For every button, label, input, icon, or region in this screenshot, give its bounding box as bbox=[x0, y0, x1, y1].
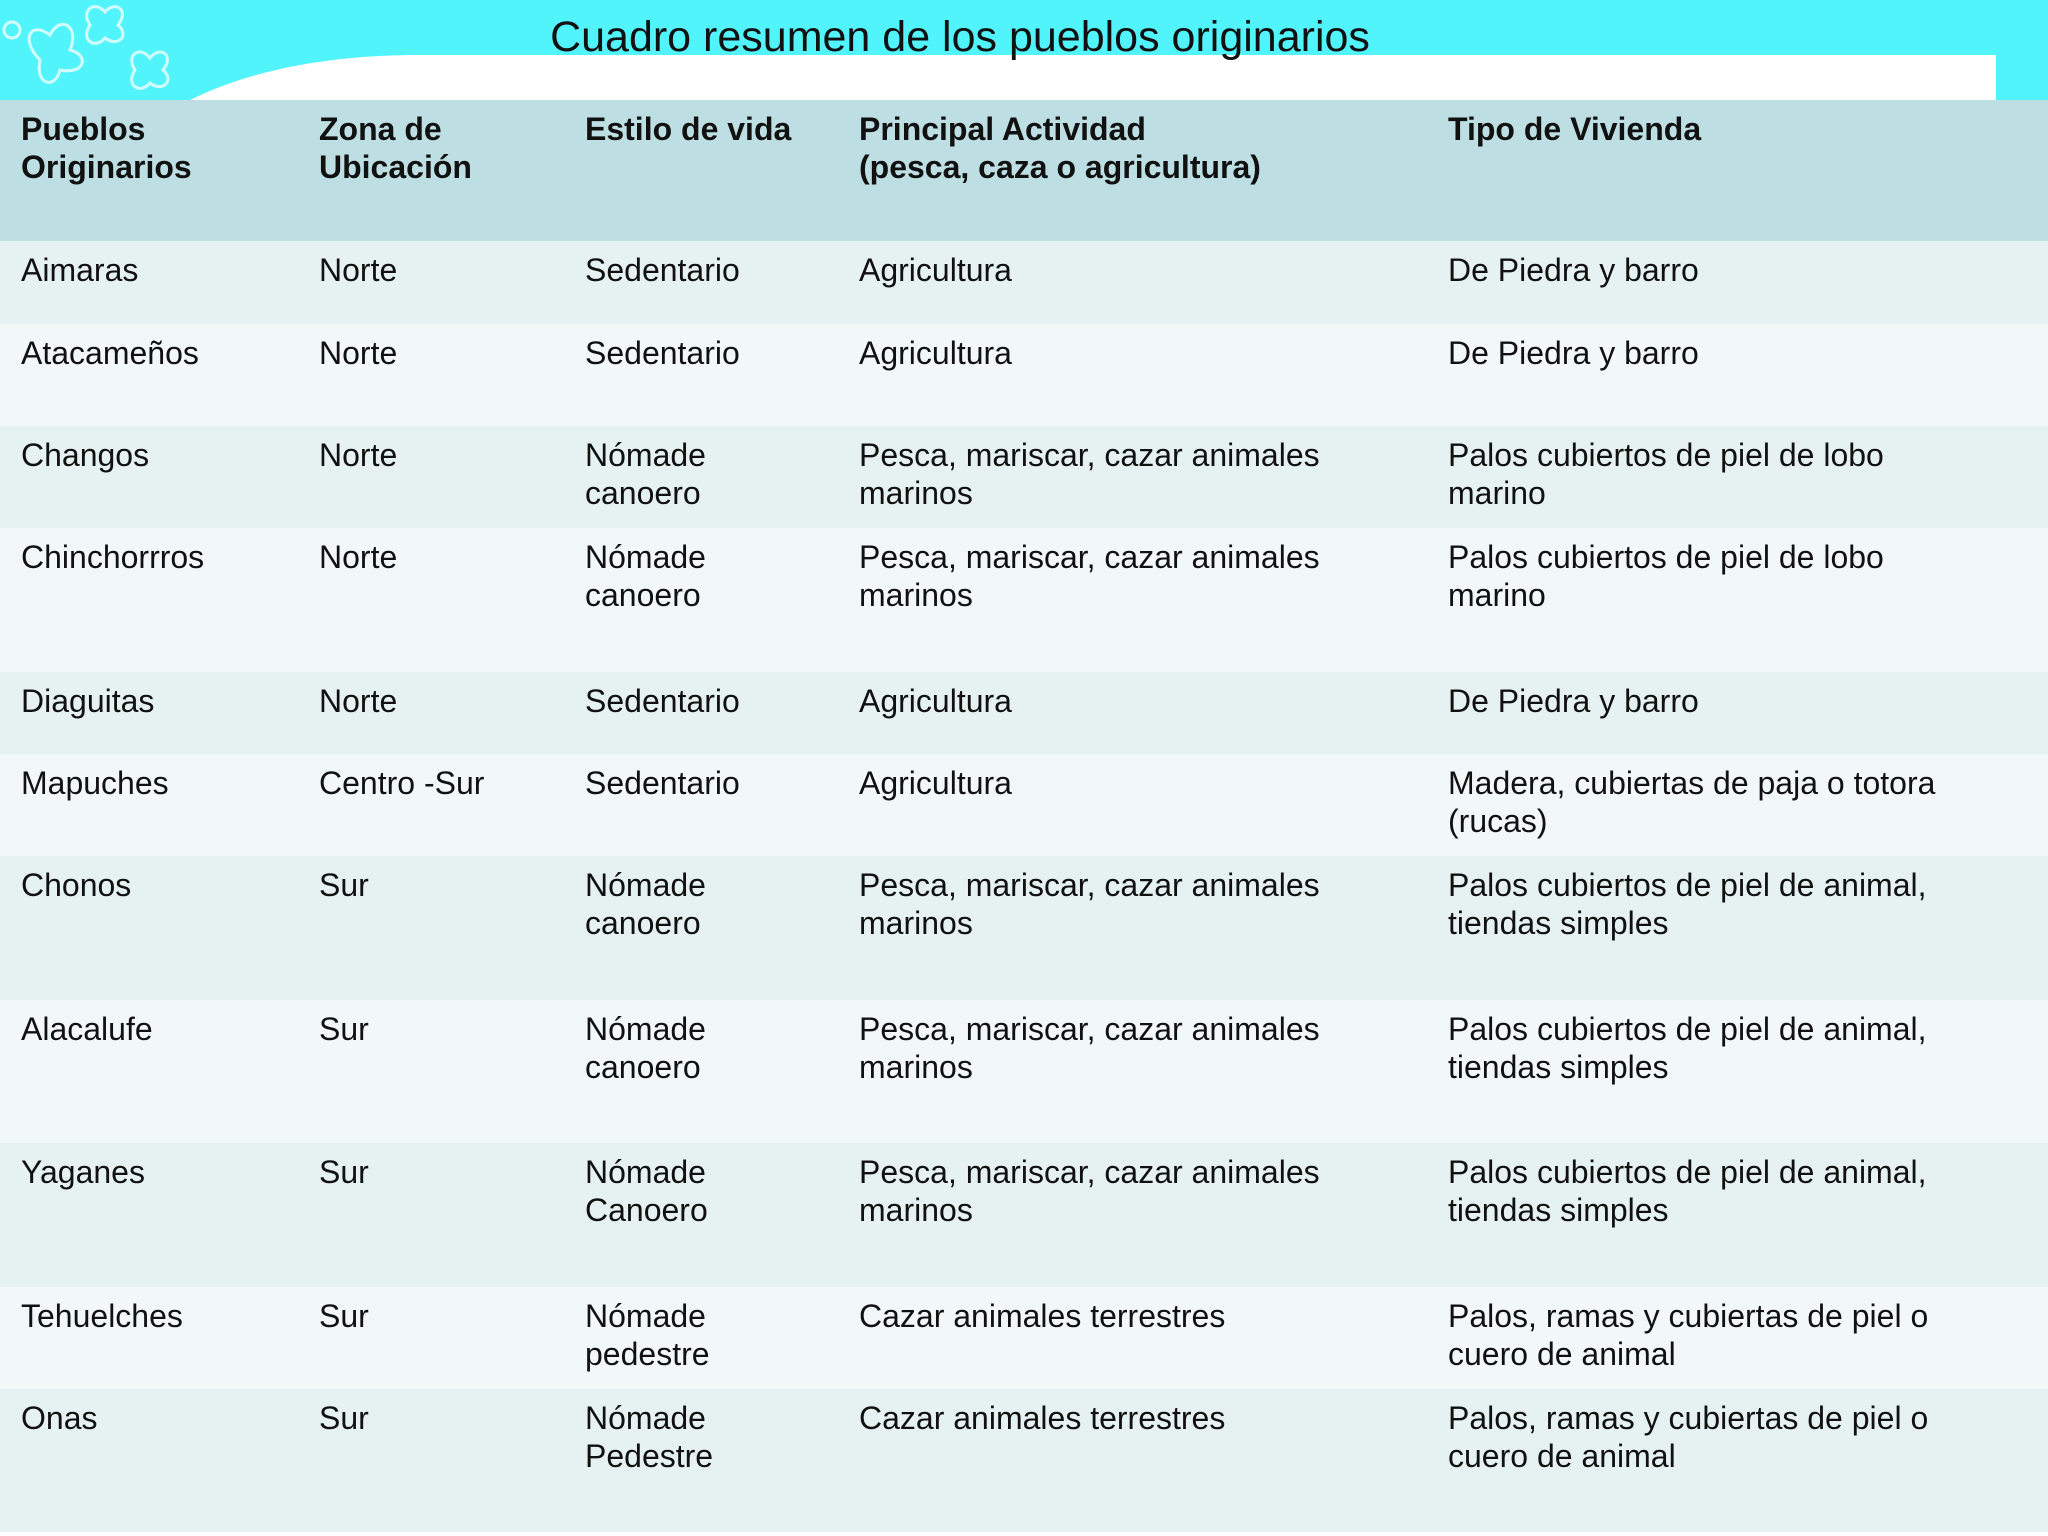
cell-pueblo: Alacalufe bbox=[0, 1000, 298, 1143]
table-row bbox=[0, 241, 2048, 324]
cell-estilo: Nómade canoero bbox=[564, 528, 838, 672]
cell-vivienda: De Piedra y barro bbox=[1427, 324, 2048, 426]
cell-zona: Sur bbox=[298, 1143, 564, 1287]
header-zona-de-ubicacion: Zona de Ubicación bbox=[298, 100, 564, 241]
cell-pueblo: Aimaras bbox=[0, 241, 298, 324]
cell-pueblo: Chinchorrros bbox=[0, 528, 298, 672]
cell-vivienda: Palos cubiertos de piel de lobo marino bbox=[1427, 426, 2048, 528]
cell-pueblo: Chonos bbox=[0, 856, 298, 1000]
cell-actividad: Pesca, mariscar, cazar animales marinos bbox=[838, 426, 1427, 528]
cell-zona: Centro -Sur bbox=[298, 754, 564, 856]
header-estilo-de-vida: Estilo de vida bbox=[564, 100, 838, 241]
summary-table bbox=[0, 100, 2048, 1532]
cell-pueblo: Changos bbox=[0, 426, 298, 528]
cell-zona: Norte bbox=[298, 528, 564, 672]
header-pueblos-originarios: Pueblos Originarios bbox=[0, 100, 298, 241]
cell-actividad: Pesca, mariscar, cazar animales marinos bbox=[838, 1143, 1427, 1287]
table-row bbox=[0, 856, 2048, 1000]
header-tipo-de-vivienda: Tipo de Vivienda bbox=[1427, 100, 2048, 241]
table-row bbox=[0, 1143, 2048, 1287]
cell-zona: Sur bbox=[298, 1389, 564, 1532]
cell-estilo: Nómade pedestre bbox=[564, 1287, 838, 1389]
table-row bbox=[0, 1000, 2048, 1143]
cell-zona: Norte bbox=[298, 426, 564, 528]
cell-vivienda: Palos cubiertos de piel de animal, tiendas simples bbox=[1427, 1000, 2048, 1143]
cell-pueblo: Yaganes bbox=[0, 1143, 298, 1287]
cell-zona: Norte bbox=[298, 324, 564, 426]
cell-vivienda: Madera, cubiertas de paja o totora (rucas) bbox=[1427, 754, 2048, 856]
cell-pueblo: Mapuches bbox=[0, 754, 298, 856]
cell-estilo: Sedentario bbox=[564, 241, 838, 324]
cell-vivienda: Palos, ramas y cubiertas de piel o cuero de animal bbox=[1427, 1287, 2048, 1389]
cell-zona: Sur bbox=[298, 1000, 564, 1143]
cell-estilo: Nómade canoero bbox=[564, 1000, 838, 1143]
header-principal-actividad: Principal Actividad (pesca, caza o agricultura) bbox=[838, 100, 1427, 241]
cell-actividad: Cazar animales terrestres bbox=[838, 1389, 1427, 1532]
cell-pueblo: Diaguitas bbox=[0, 672, 298, 754]
cell-actividad: Agricultura bbox=[838, 241, 1427, 324]
cell-actividad: Agricultura bbox=[838, 754, 1427, 856]
cell-estilo: Nómade canoero bbox=[564, 426, 838, 528]
cell-zona: Sur bbox=[298, 1287, 564, 1389]
table-row bbox=[0, 754, 2048, 856]
cell-vivienda: De Piedra y barro bbox=[1427, 241, 2048, 324]
table-row bbox=[0, 324, 2048, 426]
table-header-row bbox=[0, 100, 2048, 241]
cell-zona: Sur bbox=[298, 856, 564, 1000]
cell-actividad: Agricultura bbox=[838, 324, 1427, 426]
cell-actividad: Pesca, mariscar, cazar animales marinos bbox=[838, 1000, 1427, 1143]
cell-actividad: Pesca, mariscar, cazar animales marinos bbox=[838, 528, 1427, 672]
cell-estilo: Nómade canoero bbox=[564, 856, 838, 1000]
page-title: Cuadro resumen de los pueblos originarios bbox=[550, 13, 1370, 61]
cell-estilo: Sedentario bbox=[564, 754, 838, 856]
cell-zona: Norte bbox=[298, 241, 564, 324]
cell-pueblo: Atacameños bbox=[0, 324, 298, 426]
cell-pueblo: Onas bbox=[0, 1389, 298, 1532]
cell-estilo: Sedentario bbox=[564, 672, 838, 754]
cell-actividad: Pesca, mariscar, cazar animales marinos bbox=[838, 856, 1427, 1000]
cell-vivienda: Palos, ramas y cubiertas de piel o cuero de animal bbox=[1427, 1389, 2048, 1532]
cell-actividad: Cazar animales terrestres bbox=[838, 1287, 1427, 1389]
cell-zona: Norte bbox=[298, 672, 564, 754]
cell-pueblo: Tehuelches bbox=[0, 1287, 298, 1389]
table-row bbox=[0, 528, 2048, 672]
banner-white-wave bbox=[190, 55, 1996, 100]
table-row bbox=[0, 1389, 2048, 1532]
title-banner bbox=[0, 0, 2048, 100]
cell-vivienda: Palos cubiertos de piel de animal, tiendas simples bbox=[1427, 1143, 2048, 1287]
cell-vivienda: Palos cubiertos de piel de animal, tiendas simples bbox=[1427, 856, 2048, 1000]
cell-estilo: Sedentario bbox=[564, 324, 838, 426]
table-row bbox=[0, 1287, 2048, 1389]
table-row bbox=[0, 426, 2048, 528]
table-row bbox=[0, 672, 2048, 754]
cell-estilo: Nómade Canoero bbox=[564, 1143, 838, 1287]
cell-vivienda: Palos cubiertos de piel de lobo marino bbox=[1427, 528, 2048, 672]
cell-actividad: Agricultura bbox=[838, 672, 1427, 754]
cell-vivienda: De Piedra y barro bbox=[1427, 672, 2048, 754]
cell-estilo: Nómade Pedestre bbox=[564, 1389, 838, 1532]
